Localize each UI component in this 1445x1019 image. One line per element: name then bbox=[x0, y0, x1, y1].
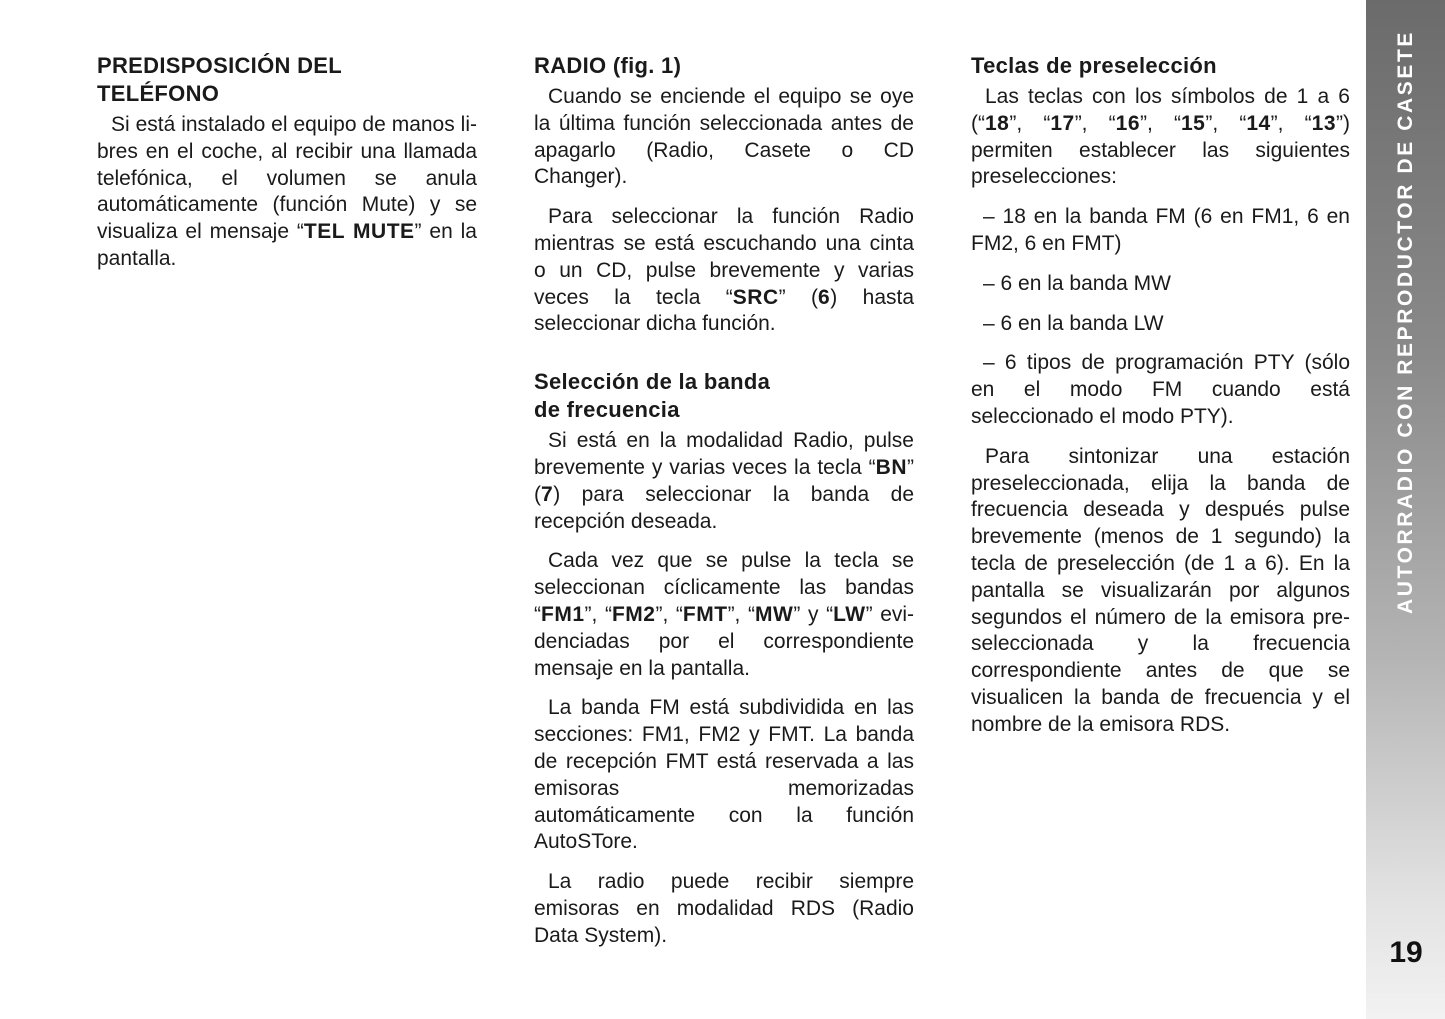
list-item-mw: – 6 en la banda MW bbox=[983, 271, 1171, 295]
text-run: Cada vez que se pulse la tecla se seleccionan cíclicamente las bandas “ bbox=[534, 549, 914, 626]
column-left bbox=[97, 52, 477, 286]
page-number: 19 bbox=[1389, 936, 1423, 969]
paragraph-radio-select bbox=[534, 204, 914, 338]
bold-keyword: MW bbox=[755, 602, 794, 626]
text-run: ”, “ bbox=[584, 602, 612, 626]
bold-keyword: SRC bbox=[732, 285, 779, 309]
text-run: ) hasta seleccionar dicha función. bbox=[534, 285, 915, 336]
bold-keyword: BN bbox=[875, 455, 907, 479]
text-run: Si está en la modalidad Radio, pulse brevemente y varias veces la tecla “ bbox=[534, 429, 914, 479]
text-run: ” ( bbox=[534, 455, 914, 506]
bold-keyword: 13 bbox=[1311, 111, 1336, 135]
bold-keyword: FM2 bbox=[611, 602, 656, 626]
list-item-pty: – 6 tipos de programación PTY (sólo en el modo FM cuando está seleccionado el modo PTY). bbox=[971, 351, 1350, 428]
bold-keyword: 15 bbox=[1180, 111, 1206, 135]
text-run: ”, “ bbox=[1205, 111, 1247, 135]
bold-keyword: LW bbox=[833, 602, 866, 626]
paragraph-banda-fm: La banda FM está subdividida en las secciones: FM1, FM2 y FMT. La banda de recepción FMT está reservada a las emisoras memorizadas automáticamente con la función AutoSTore. bbox=[534, 696, 914, 854]
list-item-lw: – 6 en la banda LW bbox=[983, 311, 1164, 335]
paragraph-rds: La radio puede recibir siempre emisoras en modalidad RDS (Radio Data System). bbox=[534, 870, 914, 947]
text-run: ”) permiten establecer las siguientes preselecciones: bbox=[971, 111, 1350, 189]
text-run: ”, “ bbox=[1009, 111, 1051, 135]
chapter-title: AUTORRADIO CON REPRODUCTOR DE CASETE bbox=[1394, 29, 1417, 614]
bold-keyword: FMT bbox=[682, 602, 728, 626]
bold-keyword: 18 bbox=[985, 111, 1010, 135]
bold-keyword: FM1 bbox=[541, 602, 585, 626]
paragraph-radio-intro: Cuando se enciende el equipo se oye la última función seleccionada antes de apagarlo (Radio, Casete o CD Changer). bbox=[534, 85, 914, 189]
text-run: ”, “ bbox=[1270, 111, 1312, 135]
heading-line-2: TELÉFONO bbox=[97, 81, 220, 106]
text-run: ” evidenciadas por el correspondiente mensaje en la pantalla. bbox=[534, 602, 915, 680]
heading-radio: RADIO bbox=[534, 53, 607, 78]
text-run: ”, “ bbox=[655, 602, 683, 626]
bold-keyword: TEL MUTE bbox=[303, 220, 415, 244]
text-run: Las teclas con los símbolos de 1 a 6 (“ bbox=[971, 85, 1350, 135]
text-run: ” ( bbox=[778, 285, 819, 309]
heading-fig-ref: (fig. 1) bbox=[612, 53, 682, 78]
section-heading-teclas: Teclas de preselección bbox=[971, 53, 1217, 78]
heading-line-1: PREDISPOSICIÓN DEL bbox=[97, 53, 342, 78]
text-run: Para seleccionar la función Radio mientras se está escuchando una cinta o un CD, pulse brevemente y varias veces la tecla “ bbox=[534, 205, 914, 309]
paragraph-sintonizar: Para sintonizar una estación preseleccionada, elija la banda de frecuencia deseada y después pulse brevemente (menos de 1 segundo) la tecla de preselección (de 1 a 6). En la pantalla se visualizarán por algunos segundos el número de la emisora preseleccionada y la frecuencia correspondiente antes de que se visualicen la banda de frecuencia y el nombre de la emisora RDS. bbox=[971, 444, 1350, 736]
bold-keyword: 7 bbox=[541, 482, 554, 506]
heading-line-1: Selección de la banda bbox=[534, 369, 771, 395]
column-middle bbox=[534, 52, 914, 963]
heading-line-2: de frecuencia bbox=[534, 397, 680, 423]
list-item-fm: – 18 en la banda FM (6 en FM1, 6 en FM2, 6 en FMT) bbox=[971, 205, 1350, 255]
column-right bbox=[971, 52, 1350, 752]
bold-keyword: 17 bbox=[1050, 111, 1075, 135]
text-run: Si está instalado el equipo de manos libres en el coche, al recibir una llamada telefónica, el volumen se anula automáticamente (función Mute) y se visualiza el mensaje “ bbox=[97, 113, 477, 244]
text-run: ) para seleccionar la banda de recepción deseada. bbox=[534, 482, 914, 533]
bold-keyword: 6 bbox=[818, 285, 831, 309]
text-run: ” en la pantalla. bbox=[97, 220, 477, 270]
section-heading-telefono bbox=[97, 52, 477, 108]
text-run: ”, “ bbox=[727, 602, 756, 626]
paragraph-banda-bn bbox=[534, 428, 914, 535]
bold-keyword: 14 bbox=[1246, 111, 1271, 135]
text-run: ” y “ bbox=[793, 602, 834, 626]
section-heading-radio bbox=[534, 52, 914, 80]
paragraph-tel-mute bbox=[97, 112, 477, 273]
text-run: ”, “ bbox=[1140, 111, 1181, 135]
paragraph-banda-cycle bbox=[534, 548, 914, 682]
section-heading-banda bbox=[534, 368, 914, 424]
bold-keyword: 16 bbox=[1115, 111, 1141, 135]
text-run: ”, “ bbox=[1074, 111, 1116, 135]
paragraph-teclas-intro bbox=[971, 84, 1350, 191]
